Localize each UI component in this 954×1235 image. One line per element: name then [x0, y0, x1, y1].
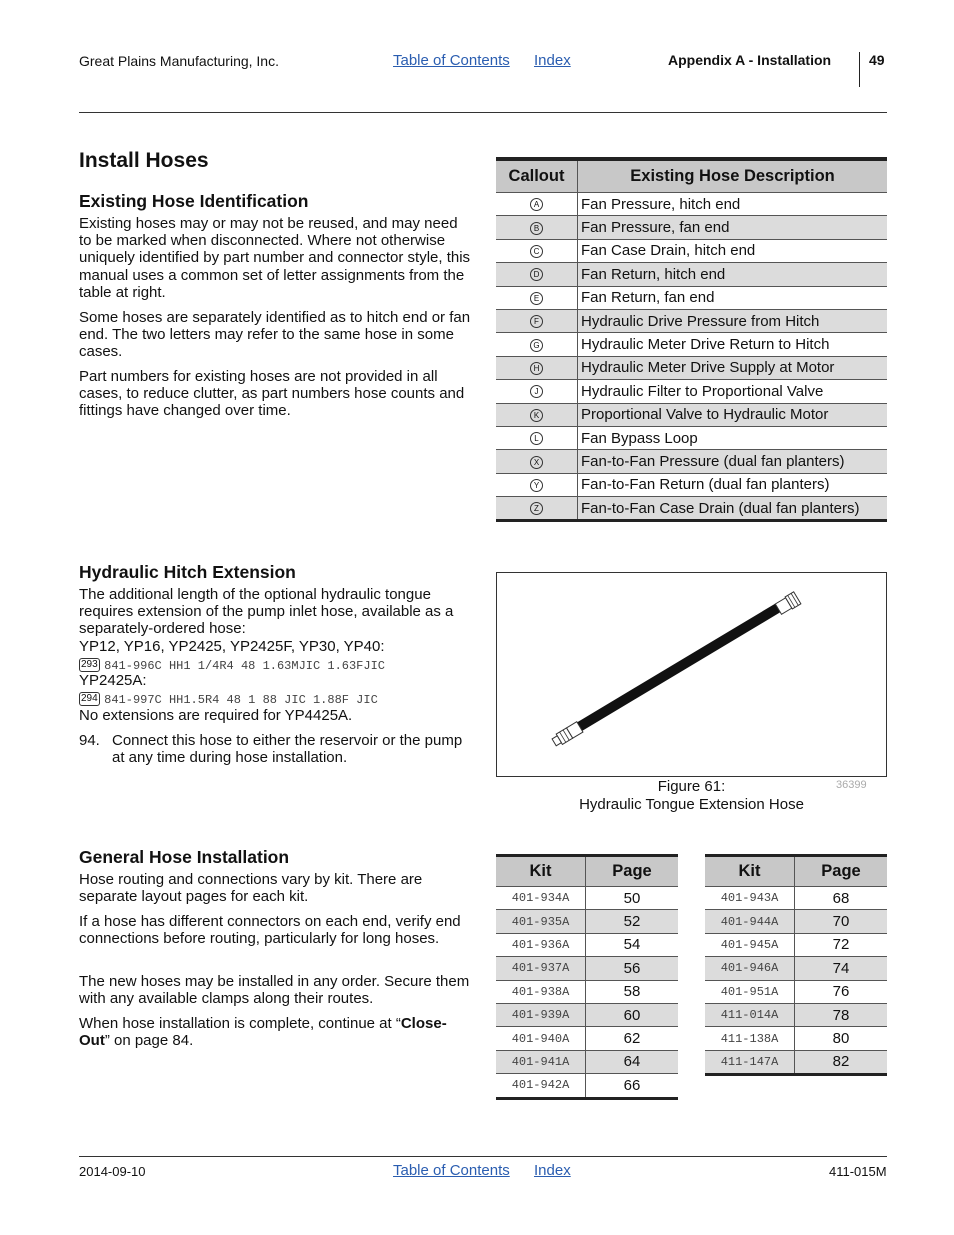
- existing-para-3: Part numbers for existing hoses are not provided in all cases, to reduce clutter, as part numbers hose counts and fittings have changed over time.: [79, 368, 465, 420]
- part-line-2: [79, 690, 378, 708]
- kit-page: 50: [586, 887, 679, 910]
- callout-cell: [496, 286, 578, 309]
- kit-number: 401-940A: [496, 1027, 586, 1050]
- kit-row: [496, 980, 678, 1003]
- kit-number: 401-936A: [496, 933, 586, 956]
- page-header: Page: [795, 856, 888, 887]
- figure-caption: [496, 778, 887, 813]
- close-out-link[interactable]: Close-Out: [79, 1015, 447, 1050]
- kit-page: 68: [795, 887, 888, 910]
- kit-page: 66: [586, 1074, 679, 1098]
- hose-description: Proportional Valve to Hydraulic Motor: [578, 403, 888, 426]
- existing-para-1: Existing hoses may or may not be reused, and may need to be marked when disconnected. Where not otherwise uniquely identified by part number and connector style, this manual uses a common set of letter assignments from the table at right.: [79, 215, 471, 301]
- kit-table-1: [496, 854, 678, 1100]
- figure-box: [496, 572, 887, 777]
- description-header: Existing Hose Description: [578, 159, 888, 193]
- callout-cell: [496, 380, 578, 403]
- callout-header: Callout: [496, 159, 578, 193]
- step-number: 94.: [79, 732, 100, 749]
- general-para-3: The new hoses may be installed in any order. Secure them with any available clamps along their routes.: [79, 973, 470, 1008]
- kit-row: [496, 887, 678, 910]
- kit-row: [705, 1050, 887, 1074]
- callout-cell: [496, 309, 578, 332]
- existing-para-2: Some hoses are separately identified as to hitch end or fan end. The two letters may refer to the same hose in some cases.: [79, 309, 471, 361]
- hose-row: [496, 216, 887, 239]
- callout-letter: K: [530, 409, 543, 422]
- hose-row: [496, 239, 887, 262]
- kit-number: 411-147A: [705, 1050, 795, 1074]
- page-title: Install Hoses: [79, 149, 209, 172]
- kit-number: 401-951A: [705, 980, 795, 1003]
- toc-link-header[interactable]: Table of Contents: [393, 52, 510, 69]
- hose-description: Fan Return, hitch end: [578, 263, 888, 286]
- callout-cell: [496, 333, 578, 356]
- step-text: Connect this hose to either the reservoir or the pump at any time during hose installation.: [112, 732, 463, 767]
- hose-row: [496, 403, 887, 426]
- callout-ref-294: 294: [81, 692, 98, 704]
- callout-letter: C: [530, 245, 543, 258]
- kit-number: 411-138A: [705, 1027, 795, 1050]
- callout-cell: [496, 426, 578, 449]
- hose-row: [496, 473, 887, 496]
- callout-cell: [496, 216, 578, 239]
- hose-row: [496, 333, 887, 356]
- kit-header: Kit: [705, 856, 795, 887]
- hose-description: Fan Return, fan end: [578, 286, 888, 309]
- callout-letter: L: [530, 432, 543, 445]
- kit-number: 401-945A: [705, 933, 795, 956]
- hose-description: Hydraulic Drive Pressure from Hitch: [578, 309, 888, 332]
- callout-letter: J: [530, 385, 543, 398]
- footer-rule: [79, 1156, 887, 1157]
- kit-row: [496, 1074, 678, 1098]
- hitch-models-1: YP12, YP16, YP2425, YP2425F, YP30, YP40:: [79, 638, 385, 655]
- callout-cell: [496, 193, 578, 216]
- callout-letter: Y: [530, 479, 543, 492]
- kit-page: 58: [586, 980, 679, 1003]
- kit-row: [496, 1050, 678, 1073]
- hose-row: [496, 356, 887, 379]
- kit-number: 401-944A: [705, 910, 795, 933]
- hose-description: Hydraulic Meter Drive Return to Hitch: [578, 333, 888, 356]
- section-title: Appendix A - Installation: [668, 52, 832, 68]
- hose-description: Fan-to-Fan Return (dual fan planters): [578, 473, 888, 496]
- index-link-footer[interactable]: Index: [534, 1162, 571, 1179]
- callout-letter: E: [530, 292, 543, 305]
- kit-page: 70: [795, 910, 888, 933]
- hose-row: [496, 426, 887, 449]
- callout-letter: G: [530, 339, 543, 352]
- kit-page: 78: [795, 1003, 888, 1026]
- header-divider: [859, 52, 860, 87]
- figure-number: Figure 61:: [657, 778, 726, 795]
- kit-row: [705, 1003, 887, 1026]
- kit-number: 401-934A: [496, 887, 586, 910]
- kit-number: 401-938A: [496, 980, 586, 1003]
- kit-row: [705, 887, 887, 910]
- kit-number: 401-935A: [496, 910, 586, 933]
- callout-cell: [496, 239, 578, 262]
- callout-cell: [496, 356, 578, 379]
- callout-ref-293: 293: [81, 658, 98, 670]
- kit-number: 401-946A: [705, 957, 795, 980]
- hose-description: Hydraulic Filter to Proportional Valve: [578, 380, 888, 403]
- callout-letter: D: [530, 268, 543, 281]
- kit-row: [705, 933, 887, 956]
- kit-page: 60: [586, 1003, 679, 1026]
- hose-description: Fan Bypass Loop: [578, 426, 888, 449]
- figure-title: Hydraulic Tongue Extension Hose: [579, 795, 804, 813]
- page-header: Page: [586, 856, 679, 887]
- general-para-4: When hose installation is complete, continue at “Close-Out” on page 84.: [79, 1015, 447, 1050]
- footer-date: 2014-09-10: [79, 1164, 146, 1179]
- company-name: Great Plains Manufacturing, Inc.: [79, 53, 279, 69]
- hose-row: [496, 193, 887, 216]
- header-rule: [79, 112, 887, 113]
- callout-cell: [496, 450, 578, 473]
- footer-doc-number: 411-015M: [829, 1164, 887, 1179]
- kit-page: 52: [586, 910, 679, 933]
- hitch-para: The additional length of the optional hydraulic tongue requires extension of the pump inlet hose, available as a separately-ordered hose:: [79, 586, 454, 638]
- callout-letter: Z: [530, 502, 543, 515]
- kit-row: [705, 910, 887, 933]
- hose-row: [496, 450, 887, 473]
- kit-number: 401-941A: [496, 1050, 586, 1073]
- kit-page: 54: [586, 933, 679, 956]
- hose-description: Fan-to-Fan Pressure (dual fan planters): [578, 450, 888, 473]
- general-para-2: If a hose has different connectors on each end, verify end connections before routing, particularly for long hoses.: [79, 913, 461, 948]
- general-para-1: Hose routing and connections vary by kit. There are separate layout pages for each kit.: [79, 871, 423, 906]
- kit-page: 76: [795, 980, 888, 1003]
- kit-row: [496, 1003, 678, 1026]
- figure-image-id: 36399: [836, 779, 867, 791]
- hitch-note: No extensions are required for YP4425A.: [79, 707, 353, 724]
- callout-letter: H: [530, 362, 543, 375]
- index-link-header[interactable]: Index: [534, 52, 571, 69]
- kit-page: 72: [795, 933, 888, 956]
- hose-description: Fan Pressure, fan end: [578, 216, 888, 239]
- hose-row: [496, 286, 887, 309]
- kit-number: 401-939A: [496, 1003, 586, 1026]
- kit-header: Kit: [496, 856, 586, 887]
- kit-table-2: [705, 854, 887, 1076]
- hose-row: [496, 309, 887, 332]
- kit-row: [705, 1027, 887, 1050]
- hose-row: [496, 497, 887, 521]
- kit-row: [705, 980, 887, 1003]
- kit-number: 401-942A: [496, 1074, 586, 1098]
- kit-page: 64: [586, 1050, 679, 1073]
- kit-row: [705, 957, 887, 980]
- hose-description: Fan-to-Fan Case Drain (dual fan planters): [578, 497, 888, 521]
- hitch-models-2: YP2425A:: [79, 672, 147, 689]
- kit-row: [496, 933, 678, 956]
- hitch-heading: Hydraulic Hitch Extension: [79, 562, 296, 582]
- hydraulic-hose-illustration: [497, 573, 886, 776]
- page-number: 49: [869, 52, 885, 68]
- existing-heading: Existing Hose Identification: [79, 191, 309, 211]
- kit-number: 401-943A: [705, 887, 795, 910]
- general-heading: General Hose Installation: [79, 847, 290, 867]
- callout-letter: X: [530, 456, 543, 469]
- hose-description: Hydraulic Meter Drive Supply at Motor: [578, 356, 888, 379]
- part-number-2: 841-997C HH1.5R4 48 1 88 JIC 1.88F JIC: [104, 693, 378, 707]
- toc-link-footer[interactable]: Table of Contents: [393, 1162, 510, 1179]
- kit-row: [496, 1027, 678, 1050]
- kit-number: 411-014A: [705, 1003, 795, 1026]
- callout-letter: B: [530, 222, 543, 235]
- callout-cell: [496, 263, 578, 286]
- kit-page: 56: [586, 957, 679, 980]
- callout-cell: [496, 473, 578, 496]
- kit-row: [496, 910, 678, 933]
- callout-cell: [496, 403, 578, 426]
- callout-letter: F: [530, 315, 543, 328]
- hose-description: Fan Pressure, hitch end: [578, 193, 888, 216]
- part-number-1: 841-996C HH1 1/4R4 48 1.63MJIC 1.63FJIC: [104, 659, 385, 673]
- callout-cell: [496, 497, 578, 521]
- kit-page: 62: [586, 1027, 679, 1050]
- kit-page: 82: [795, 1050, 888, 1074]
- hose-row: [496, 263, 887, 286]
- existing-hose-table: [496, 157, 887, 522]
- kit-page: 74: [795, 957, 888, 980]
- kit-page: 80: [795, 1027, 888, 1050]
- hose-description: Fan Case Drain, hitch end: [578, 239, 888, 262]
- kit-number: 401-937A: [496, 957, 586, 980]
- hose-row: [496, 380, 887, 403]
- kit-row: [496, 957, 678, 980]
- callout-letter: A: [530, 198, 543, 211]
